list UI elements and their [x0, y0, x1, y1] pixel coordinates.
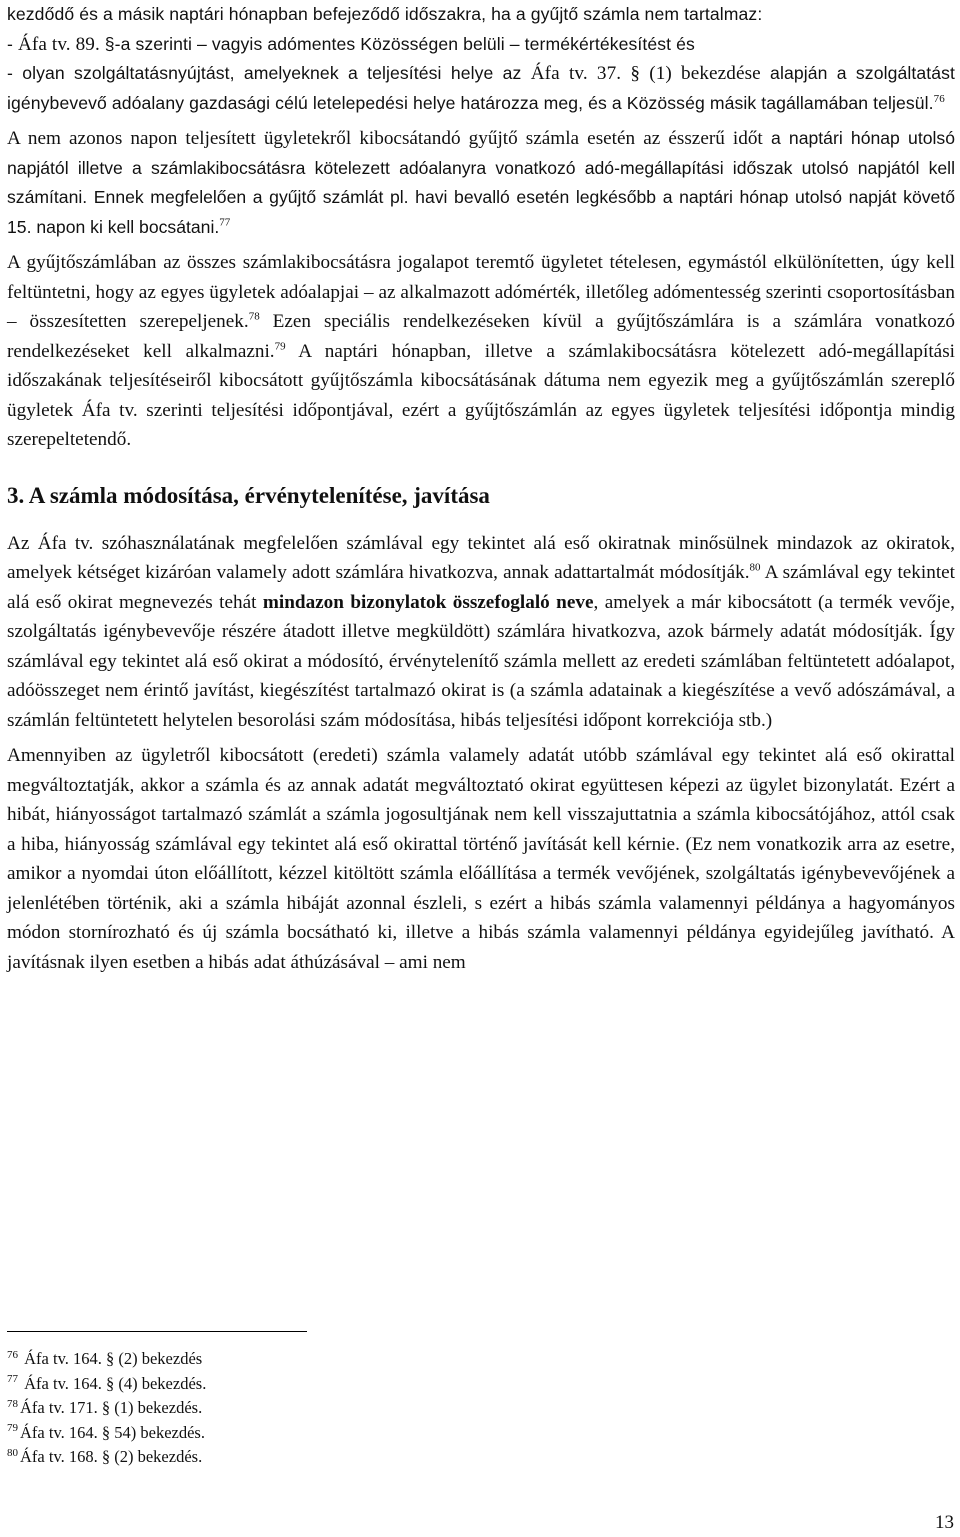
footnote-text: Áfa tv. 164. § (2) bekezdés [20, 1349, 203, 1368]
list-item-2-text: - olyan szolgáltatásnyújtást, amelyeknek a teljesítési helye az [7, 63, 531, 83]
intro-paragraph [7, 0, 955, 118]
footnote-ref-79[interactable]: 79 [274, 340, 286, 353]
intro-text: kezdődő és a másik naptári hónapban befejeződő időszakra, ha a gyűjtő számla nem tartalmaz: [7, 4, 763, 24]
section-heading: 3. A számla módosítása, érvénytelenítése, javítása [7, 482, 490, 508]
footnote-ref-78[interactable]: 78 [248, 310, 260, 323]
footnote-text: Áfa tv. 164. § (4) bekezdés. [20, 1373, 207, 1393]
para2-sans: a naptári hónap utolsó napjától illetve a számlakibocsátásra kötelezett adóalanyra vonatkozó adó-megállapítási időszak utolsó napjától kell számítani. [7, 128, 955, 207]
footnote-ref-80[interactable]: 80 [749, 561, 761, 574]
paragraph-correction: Amennyiben az ügyletről kibocsátott (eredeti) számla valamely adatát utóbb számlával egy tekintet alá eső okirattal megváltoztatják, akkor a számla és az annak adatát megváltoztató okirat együttesen képezi az ügylet bizonylatát. Ezért a hibát, hiányosságot tartalmazó számlát a számla jogosultjának nem kell visszajuttatnia a számla kibocsátójához, attól csak a hiba, hiányosság számlával egy tekintet alá eső okirattal történő javítását kell kérnie. (Ez nem vonatkozik arra az esetre, amikor a nyomdai úton előállított, kézzel kitöltött számla előállítása a termék vevőjének, szolgáltatás igénybevevőjének a jelenlétében történik, aki a számla hibáját azonnal észleli, s ezért a hibás számla valamennyi példánya a hagyományos módon stornírozható és új számla bocsátható ki, illetve a hibás számla valamennyi példánya egyidejűleg javítható. A javításnak ilyen esetben a hibás adat áthúzásával – ami nem [7, 745, 955, 973]
list-dash: - [7, 33, 18, 54]
footnote-text: Áfa tv. 164. § 54) bekezdés. [20, 1422, 205, 1442]
footnote-number: 76 [7, 1348, 18, 1361]
footnote-divider [7, 1331, 307, 1332]
page-number: 13 [935, 1512, 954, 1533]
paragraph-collective-invoice-items [7, 248, 955, 455]
para3-a: A gyűjtőszámlában az összes számlakibocsátásra jogalapot teremtő ügyletet tételesen, egymástól elkülönítetten, úgy kell feltüntetni, hogy az egyes ügyletek adóalapjai – az alkalmazott adómérték, illetőleg adómentesség szerinti csoportosításban – összesítetten szerepeljenek. [7, 252, 955, 332]
list-item-2-text-b: alapján a szolgáltatást igénybevevő adóalany gazdasági célú letelepedési helye határozza meg, és a Közösség másik tagállamában teljesül. [7, 63, 956, 113]
para4-a: Az Áfa tv. szóhasználatának megfelelően számlával egy tekintet alá eső okiratnak minősülnek mindazok az okiratok, amelyek kétséget kizáróan valamely adott számlára hivatkozva, annak adattartalmát módosítják. [7, 532, 955, 583]
footnote-80 [7, 1445, 507, 1470]
para3-c: A naptári hónapban, illetve a számlakibocsátásra kötelezett adó-megállapítási időszakának teljesítéseiről kibocsátott gyűjtőszámla kibocsátásának dátuma nem egyezik meg a gyűjtőszámlán szereplő ügyletek Áfa tv. szerinti teljesítési időpontjával, ezért a gyűjtőszámlán az egyes ügyletek teljesítési időpontja mindig szerepeltetendő. [7, 340, 955, 450]
paragraph-modifying-documents [7, 529, 955, 736]
list-item-2-ref: Áfa tv. 37. § (1) bekezdése [530, 63, 761, 84]
list-item-1-ref: Áfa tv. 89. [17, 33, 105, 55]
para2-serif: A nem azonos napon teljesített ügyletekről kibocsátandó gyűjtő számla esetén az ésszerű időt [7, 128, 763, 149]
footnote-text: Áfa tv. 171. § (1) bekezdés. [20, 1398, 203, 1417]
footnote-ref-77[interactable]: 77 [219, 216, 231, 229]
footnote-76 [7, 1347, 507, 1372]
para4-c: , amelyek a már kibocsátott (a termék vevője, szolgáltatás igénybevevője részére átadott illetve megküldött) számlára hivatkozva, azok bármely adatát módosítják. Így számlával egy tekintet alá eső okirat a módosító, érvénytelenítő számla mellett az eredeti számlában feltüntetett adóalapot, adóösszeget nem érintő javítást, kiegészítést tartalmazó okirat is (a számla adatainak a kiegészítése a vevő adószámával, a számlán feltüntetett helytelen besorolási szám módosítása, hibás teljesítési időpont korrekciója stb.) [7, 591, 955, 731]
footnote-number: 79 [7, 1422, 18, 1434]
footnote-number: 77 [7, 1373, 18, 1385]
list-item-1-text: §-a szerinti – vagyis adómentes Közösségen belüli – termékértékesítést és [104, 33, 695, 54]
footnote-78 [7, 1396, 507, 1421]
footnote-text: Áfa tv. 168. § (2) bekezdés. [20, 1447, 203, 1466]
footnote-77 [7, 1372, 507, 1397]
para4-bold-term: mindazon bizonylatok összefoglaló neve [262, 591, 594, 613]
para2-sans-b: Ennek megfelelően a gyűjtő számlát pl. havi bevalló esetén legkésőbb a naptári hónap utolsó napját követő 15. napon ki kell bocsátani. [7, 187, 955, 237]
document-page [7, 0, 955, 977]
footnote-number: 80 [7, 1446, 18, 1459]
paragraph-collective-invoice-time [7, 124, 955, 242]
footnote-number: 78 [7, 1397, 18, 1410]
para3-b: Ezen speciális rendelkezéseken kívül a gyűjtőszámlára is a számlára vonatkozó rendelkezéseket kell alkalmazni. [7, 311, 955, 362]
footnote-ref-76[interactable]: 76 [933, 92, 945, 105]
footnotes [7, 1347, 507, 1470]
para4-b: A számlával egy tekintet alá eső okirat megnevezés tehát [7, 562, 956, 613]
footnote-79 [7, 1421, 507, 1446]
